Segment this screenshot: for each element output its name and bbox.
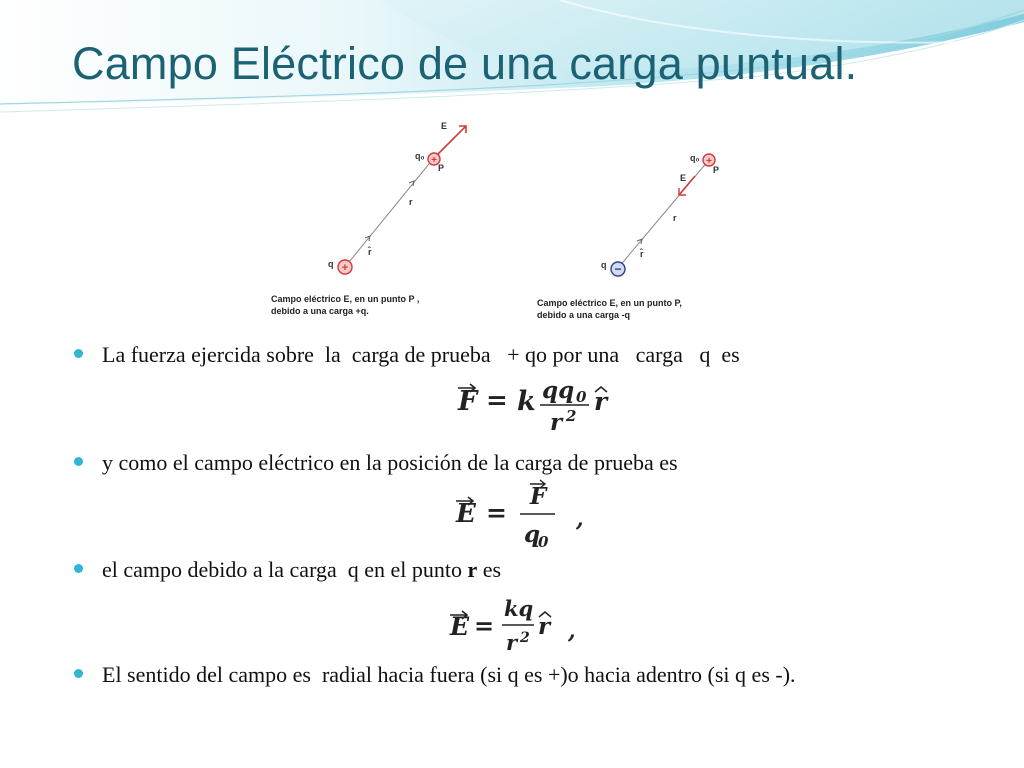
left-rhat-arrow [365,236,370,241]
field-def-equals: = [486,498,507,527]
right-test-sign: + [706,156,712,167]
right-field-label: E [680,173,687,183]
field-definition-equation [452,474,592,552]
right-source-label: q [601,260,607,270]
force-equals: = [486,386,508,416]
field-point-charge-equation [446,592,586,662]
field-point-comma: , [568,618,576,644]
bullet-text-part: el campo debido a la carga q en el punto [102,557,468,582]
field-point-lhs: E [450,612,470,641]
right-point-label: P [713,165,720,175]
force-lhs: F [458,386,478,417]
bullet-text [102,556,972,584]
bullet-dot [74,669,83,678]
right-caption [537,297,682,321]
field-def-denominator-sub: 0 [538,533,549,551]
field-point-denominator-sup: 2 [520,630,530,646]
bullet-item [72,341,972,369]
force-numerator-sub: 0 [576,388,587,406]
right-test-charge-label: q₀ [690,153,700,163]
left-caption-line2: debido a una carga +q. [271,306,369,316]
force-equation [452,368,622,436]
left-caption-line1: Campo eléctrico E, en un punto P , [271,294,420,304]
left-caption [271,293,419,317]
right-rhat-label: r̂ [640,249,644,259]
force-unit-vector: r [594,387,608,416]
bullet-dot [74,349,83,358]
left-r-label: r [409,197,413,207]
force-denominator: r [550,409,563,436]
bullet-dot [74,564,83,573]
right-source-sign: − [614,262,622,276]
charge-field-figure [271,117,721,325]
bullet-item [72,556,972,584]
force-denominator-sup: 2 [566,407,577,425]
left-test-sign: + [431,155,437,166]
field-def-denominator: q [524,521,541,548]
field-def-numerator: F [530,483,547,510]
field-point-equals: = [474,611,495,640]
left-source-sign: + [341,262,349,274]
field-point-numerator: kq [504,596,534,621]
bullet-item [72,661,972,689]
field-def-comma: , [576,506,584,532]
bullet-text: La fuerza ejercida sobre la carga de prueba + qo por una carga q es [102,342,740,367]
left-rhat-label: r̂ [368,247,372,257]
bullet-text-bold: r [467,557,478,582]
left-source-label: q [328,259,334,269]
force-numerator: qq [542,377,575,404]
field-def-lhs: E [456,499,476,529]
bullet-text: y como el campo eléctrico en la posición de la carga de prueba es [102,450,678,475]
slide-title: Campo Eléctrico de una carga puntual. [72,38,858,89]
bullet-dot [74,457,83,466]
field-point-unit-vector: r [538,613,551,640]
left-field-label: E [441,121,448,131]
right-rhat-arrow [637,239,642,244]
field-point-denominator: r [506,630,518,655]
left-radial-line [345,159,433,267]
left-field-arrow [434,126,466,158]
bullet-item [72,449,972,477]
left-point-label: P [438,163,445,173]
right-caption-line2: debido a una carga -q [537,310,631,320]
force-k: k [517,386,536,417]
left-test-charge-label: q₀ [415,151,425,161]
bullet-text-part: es [477,557,502,582]
bullet-text: El sentido del campo es radial hacia fuera (si q es +)o hacia adentro (si q es -). [102,662,796,687]
right-caption-line1: Campo eléctrico E, en un punto P, [537,298,682,308]
right-r-label: r [673,213,677,223]
